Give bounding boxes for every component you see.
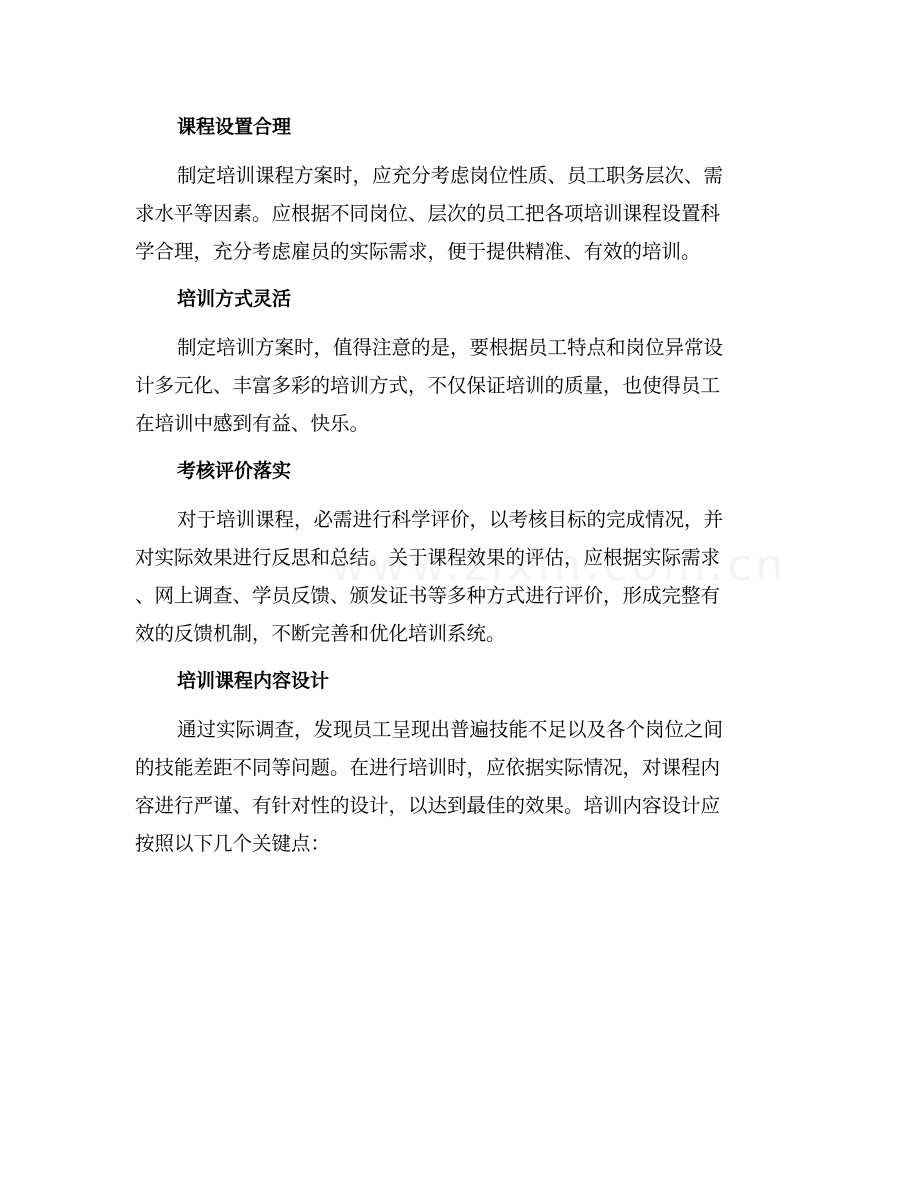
section-heading: 课程设置合理 [177, 116, 292, 138]
section-heading: 培训课程内容设计 [177, 670, 330, 692]
paragraph-line: 制定培训方案时，值得注意的是，要根据员工特点和岗位异常设 [177, 336, 724, 359]
paragraph-line: 制定培训课程方案时，应充分考虑岗位性质、员工职务层次、需 [177, 164, 724, 187]
paragraph-line: 、网上调查、学员反馈、颁发证书等多种方式进行评价，形成完整有 [135, 584, 721, 607]
paragraph-line: 通过实际调查，发现员工呈现出普遍技能不足以及各个岗位之间 [177, 718, 724, 741]
paragraph-line: 求水平等因素。应根据不同岗位、层次的员工把各项培训课程设置科 [135, 202, 721, 225]
section-paragraph [135, 329, 785, 443]
paragraph-line: 按照以下几个关键点： [135, 832, 331, 855]
paragraph-line: 对于培训课程，必需进行科学评价，以考核目标的完成情况，并 [177, 508, 724, 531]
section-paragraph [135, 157, 785, 271]
paragraph-line: 对实际效果进行反思和总结。关于课程效果的评估，应根据实际需求 [135, 546, 721, 569]
section-paragraph [135, 711, 785, 863]
paragraph-line: 学合理，充分考虑雇员的实际需求，便于提供精准、有效的培训。 [135, 240, 701, 263]
section-heading: 考核评价落实 [177, 460, 292, 482]
paragraph-line: 效的反馈机制，不断完善和优化培训系统。 [135, 622, 506, 645]
section-paragraph [135, 501, 785, 653]
paragraph-line: 的技能差距不同等问题。在进行培训时，应依据实际情况，对课程内 [135, 756, 721, 779]
paragraph-line: 计多元化、丰富多彩的培训方式，不仅保证培训的质量，也使得员工 [135, 374, 721, 397]
section-heading: 培训方式灵活 [177, 288, 292, 310]
paragraph-line: 容进行严谨、有针对性的设计，以达到最佳的效果。培训内容设计应 [135, 794, 721, 817]
paragraph-line: 在培训中感到有益、快乐。 [135, 412, 370, 435]
document-body [135, 108, 785, 872]
